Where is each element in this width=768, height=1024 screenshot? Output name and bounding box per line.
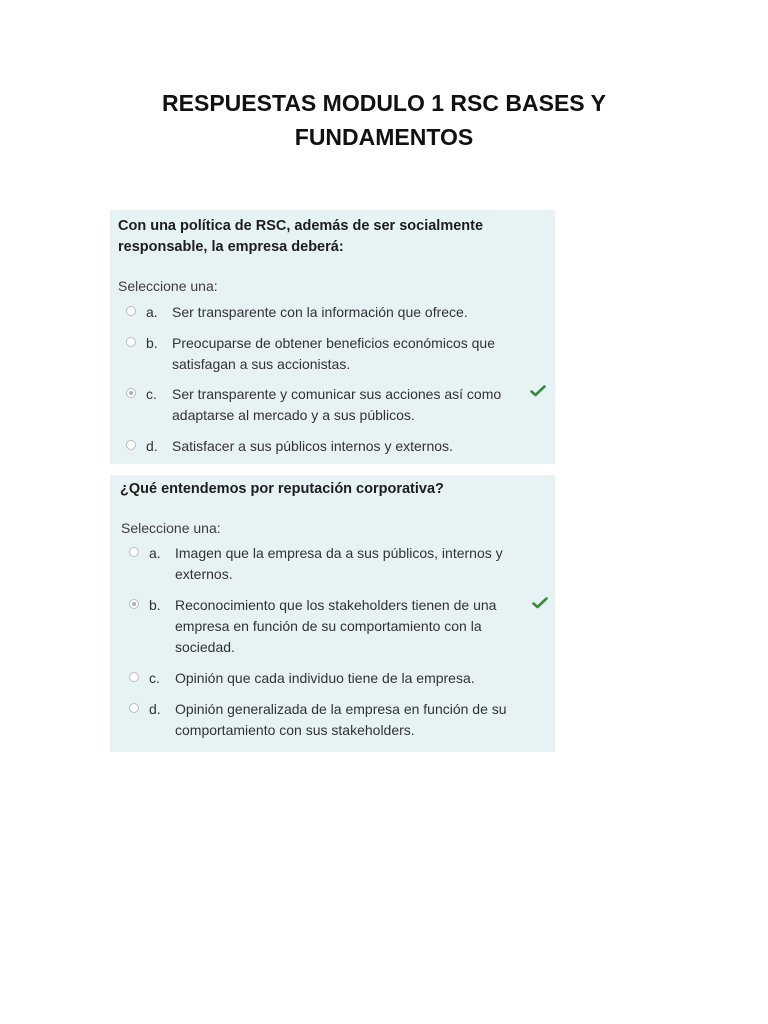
radio-button-selected[interactable]: [129, 599, 139, 609]
question-2-text: ¿Qué entendemos por reputación corporativa?: [120, 481, 444, 497]
radio-button[interactable]: [126, 440, 136, 450]
check-icon: [532, 596, 548, 610]
question-1-select-label: Seleccione una:: [118, 278, 218, 294]
option-text: Opinión generalizada de la empresa en función de su comportamiento con sus stakeholders.: [175, 701, 507, 738]
radio-button[interactable]: [129, 703, 139, 713]
option-letter: a.: [146, 304, 158, 320]
option-text: Preocuparse de obtener beneficios económicos que satisfagan a sus accionistas.: [172, 335, 495, 372]
option-text: Opinión que cada individuo tiene de la empresa.: [175, 670, 475, 686]
option-letter: d.: [146, 438, 158, 454]
option-letter: a.: [149, 545, 161, 561]
option-text: Reconocimiento que los stakeholders tienen de una empresa en función de su comportamiento con la sociedad.: [175, 597, 497, 655]
question-1-text: Con una política de RSC, además de ser socialmente responsable, la empresa deberá:: [118, 218, 484, 255]
question-2-select-label: Seleccione una:: [121, 520, 221, 536]
radio-button[interactable]: [129, 672, 139, 682]
document-title: RESPUESTAS MODULO 1 RSC BASES Y FUNDAMENTOS: [162, 90, 606, 150]
option-text: Satisfacer a sus públicos internos y externos.: [172, 438, 453, 454]
option-text: Imagen que la empresa da a sus públicos, internos y externos.: [175, 545, 503, 582]
option-letter: b.: [146, 335, 158, 351]
radio-button-selected[interactable]: [126, 388, 136, 398]
question-1-panel: [110, 210, 555, 464]
option-letter: c.: [149, 670, 160, 686]
radio-button[interactable]: [126, 337, 136, 347]
question-2-panel: [110, 475, 555, 752]
option-letter: d.: [149, 701, 161, 717]
check-icon: [530, 384, 546, 398]
option-text: Ser transparente con la información que ofrece.: [172, 304, 468, 320]
radio-button[interactable]: [126, 306, 136, 316]
option-letter: b.: [149, 597, 161, 613]
option-text: Ser transparente y comunicar sus acciones así como adaptarse al mercado y a sus públicos.: [172, 386, 502, 423]
option-letter: c.: [146, 386, 157, 402]
radio-button[interactable]: [129, 547, 139, 557]
